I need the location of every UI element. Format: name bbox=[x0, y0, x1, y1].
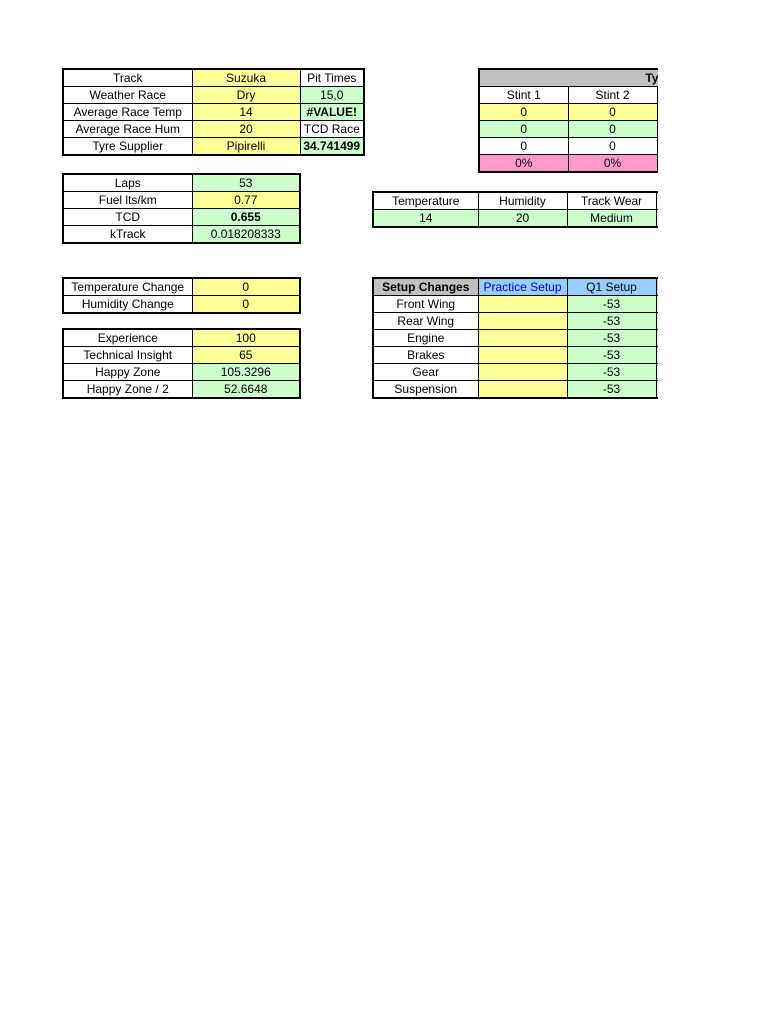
cell-tech-insight-label[interactable]: Technical Insight bbox=[63, 347, 192, 364]
cell-empty[interactable] bbox=[656, 330, 658, 347]
setup-table bbox=[372, 277, 658, 399]
cell-avg-temp-label[interactable]: Average Race Temp bbox=[63, 104, 192, 121]
stint-1-value[interactable]: 0 bbox=[479, 121, 568, 138]
table-row bbox=[479, 69, 658, 87]
cell-tyre-supplier-value[interactable]: Pipirelli bbox=[192, 138, 300, 156]
cell-error-value[interactable]: #VALUE! bbox=[300, 104, 364, 121]
table-row bbox=[63, 347, 300, 364]
cell-empty[interactable] bbox=[656, 313, 658, 330]
cell-happy-zone-half-label[interactable]: Happy Zone / 2 bbox=[63, 381, 192, 399]
table-row bbox=[373, 313, 658, 330]
table-row bbox=[373, 210, 658, 228]
cell-empty[interactable] bbox=[657, 104, 658, 121]
q1-setup-header[interactable]: Q1 Setup bbox=[567, 278, 656, 296]
table-row bbox=[479, 121, 658, 138]
cell-empty[interactable] bbox=[657, 87, 658, 104]
cell-empty[interactable] bbox=[656, 192, 658, 210]
table-row bbox=[63, 192, 300, 209]
setup-label-brakes[interactable]: Brakes bbox=[373, 347, 478, 364]
cell-empty[interactable] bbox=[657, 138, 658, 155]
stint-2-percent[interactable]: 0% bbox=[568, 155, 657, 173]
table-row bbox=[373, 381, 658, 399]
track-info-table bbox=[62, 68, 365, 156]
table-row bbox=[63, 209, 300, 226]
track-wear-value[interactable]: Medium bbox=[567, 210, 656, 228]
table-row bbox=[63, 329, 300, 347]
cell-track-value[interactable]: Suzuka bbox=[192, 69, 300, 87]
q1-suspension[interactable]: -53 bbox=[567, 381, 656, 399]
stint-1-value[interactable]: 0 bbox=[479, 138, 568, 155]
cell-empty[interactable] bbox=[656, 347, 658, 364]
cell-tyre-supplier-label[interactable]: Tyre Supplier bbox=[63, 138, 192, 156]
conditions-table bbox=[372, 191, 658, 228]
q1-brakes[interactable]: -53 bbox=[567, 347, 656, 364]
cell-temp-change-label[interactable]: Temperature Change bbox=[63, 278, 192, 296]
table-row bbox=[479, 87, 658, 104]
q1-rear-wing[interactable]: -53 bbox=[567, 313, 656, 330]
setup-label-front-wing[interactable]: Front Wing bbox=[373, 296, 478, 313]
cell-tcd-value[interactable]: 0.655 bbox=[192, 209, 300, 226]
practice-front-wing[interactable] bbox=[478, 296, 567, 313]
temperature-value[interactable]: 14 bbox=[373, 210, 478, 228]
table-row bbox=[373, 296, 658, 313]
q1-front-wing[interactable]: -53 bbox=[567, 296, 656, 313]
q1-gear[interactable]: -53 bbox=[567, 364, 656, 381]
cell-empty[interactable] bbox=[657, 121, 658, 138]
stint-2-value[interactable]: 0 bbox=[568, 121, 657, 138]
table-row bbox=[63, 138, 364, 156]
cell-fuel-value[interactable]: 0.77 bbox=[192, 192, 300, 209]
cell-experience-value[interactable]: 100 bbox=[192, 329, 300, 347]
table-row bbox=[63, 226, 300, 244]
cell-pit-times-value[interactable]: 15,0 bbox=[300, 87, 364, 104]
practice-brakes[interactable] bbox=[478, 347, 567, 364]
table-row bbox=[63, 364, 300, 381]
stint-2-value[interactable]: 0 bbox=[568, 104, 657, 121]
table-row bbox=[63, 296, 300, 314]
table-row bbox=[63, 121, 364, 138]
cell-laps-value[interactable]: 53 bbox=[192, 174, 300, 192]
cell-happy-zone-value[interactable]: 105.3296 bbox=[192, 364, 300, 381]
table-row bbox=[373, 364, 658, 381]
setup-label-rear-wing[interactable]: Rear Wing bbox=[373, 313, 478, 330]
setup-label-suspension[interactable]: Suspension bbox=[373, 381, 478, 399]
practice-gear[interactable] bbox=[478, 364, 567, 381]
cell-happy-zone-half-value[interactable]: 52.6648 bbox=[192, 381, 300, 399]
cell-laps-label[interactable]: Laps bbox=[63, 174, 192, 192]
table-row bbox=[63, 381, 300, 399]
cell-tcd-label[interactable]: TCD bbox=[63, 209, 192, 226]
cell-empty[interactable] bbox=[656, 296, 658, 313]
table-row bbox=[63, 278, 300, 296]
cell-ktrack-value[interactable]: 0.018208333 bbox=[192, 226, 300, 244]
table-row bbox=[479, 155, 658, 173]
cell-avg-hum-label[interactable]: Average Race Hum bbox=[63, 121, 192, 138]
stint-2-header[interactable]: Stint 2 bbox=[568, 87, 657, 104]
stint-1-percent[interactable]: 0% bbox=[479, 155, 568, 173]
table-row bbox=[373, 330, 658, 347]
practice-setup-header[interactable]: Practice Setup bbox=[478, 278, 567, 296]
stint-2-value[interactable]: 0 bbox=[568, 138, 657, 155]
track-wear-header[interactable]: Track Wear bbox=[567, 192, 656, 210]
practice-engine[interactable] bbox=[478, 330, 567, 347]
practice-rear-wing[interactable] bbox=[478, 313, 567, 330]
cell-empty[interactable] bbox=[656, 210, 658, 228]
cell-avg-temp-value[interactable]: 14 bbox=[192, 104, 300, 121]
setup-label-gear[interactable]: Gear bbox=[373, 364, 478, 381]
humidity-value[interactable]: 20 bbox=[478, 210, 567, 228]
cell-ktrack-label[interactable]: kTrack bbox=[63, 226, 192, 244]
table-row bbox=[63, 174, 300, 192]
cell-temp-change-value[interactable]: 0 bbox=[192, 278, 300, 296]
practice-suspension[interactable] bbox=[478, 381, 567, 399]
cell-empty[interactable] bbox=[656, 364, 658, 381]
cell-pit-times-label[interactable]: Pit Times bbox=[300, 69, 364, 87]
race-params-table bbox=[62, 173, 301, 244]
setup-changes-header[interactable]: Setup Changes bbox=[373, 278, 478, 296]
temperature-header[interactable]: Temperature bbox=[373, 192, 478, 210]
cell-empty[interactable] bbox=[656, 381, 658, 399]
cell-fuel-label[interactable]: Fuel lts/km bbox=[63, 192, 192, 209]
stint-1-header[interactable]: Stint 1 bbox=[479, 87, 568, 104]
cell-experience-label[interactable]: Experience bbox=[63, 329, 192, 347]
table-row bbox=[63, 104, 364, 121]
q1-engine[interactable]: -53 bbox=[567, 330, 656, 347]
table-row bbox=[373, 192, 658, 210]
cell-empty[interactable] bbox=[656, 278, 658, 296]
stint-1-value[interactable]: 0 bbox=[479, 104, 568, 121]
cell-hum-change-label[interactable]: Humidity Change bbox=[63, 296, 192, 314]
table-row bbox=[373, 347, 658, 364]
cell-weather-label[interactable]: Weather Race bbox=[63, 87, 192, 104]
humidity-header[interactable]: Humidity bbox=[478, 192, 567, 210]
cell-avg-hum-value[interactable]: 20 bbox=[192, 121, 300, 138]
cell-empty[interactable] bbox=[657, 155, 658, 173]
changes-table bbox=[62, 277, 301, 314]
cell-tcd-race-value[interactable]: 34.741499 bbox=[300, 138, 364, 156]
driver-table bbox=[62, 328, 301, 399]
tyre-header[interactable]: Ty bbox=[479, 69, 658, 87]
table-row bbox=[63, 87, 364, 104]
tyre-stints-table bbox=[478, 68, 658, 173]
setup-label-engine[interactable]: Engine bbox=[373, 330, 478, 347]
cell-weather-value[interactable]: Dry bbox=[192, 87, 300, 104]
table-row bbox=[63, 69, 364, 87]
table-row bbox=[479, 104, 658, 121]
cell-tcd-race-label[interactable]: TCD Race bbox=[300, 121, 364, 138]
cell-track-label[interactable]: Track bbox=[63, 69, 192, 87]
cell-tech-insight-value[interactable]: 65 bbox=[192, 347, 300, 364]
table-row bbox=[479, 138, 658, 155]
cell-hum-change-value[interactable]: 0 bbox=[192, 296, 300, 314]
table-row bbox=[373, 278, 658, 296]
cell-happy-zone-label[interactable]: Happy Zone bbox=[63, 364, 192, 381]
